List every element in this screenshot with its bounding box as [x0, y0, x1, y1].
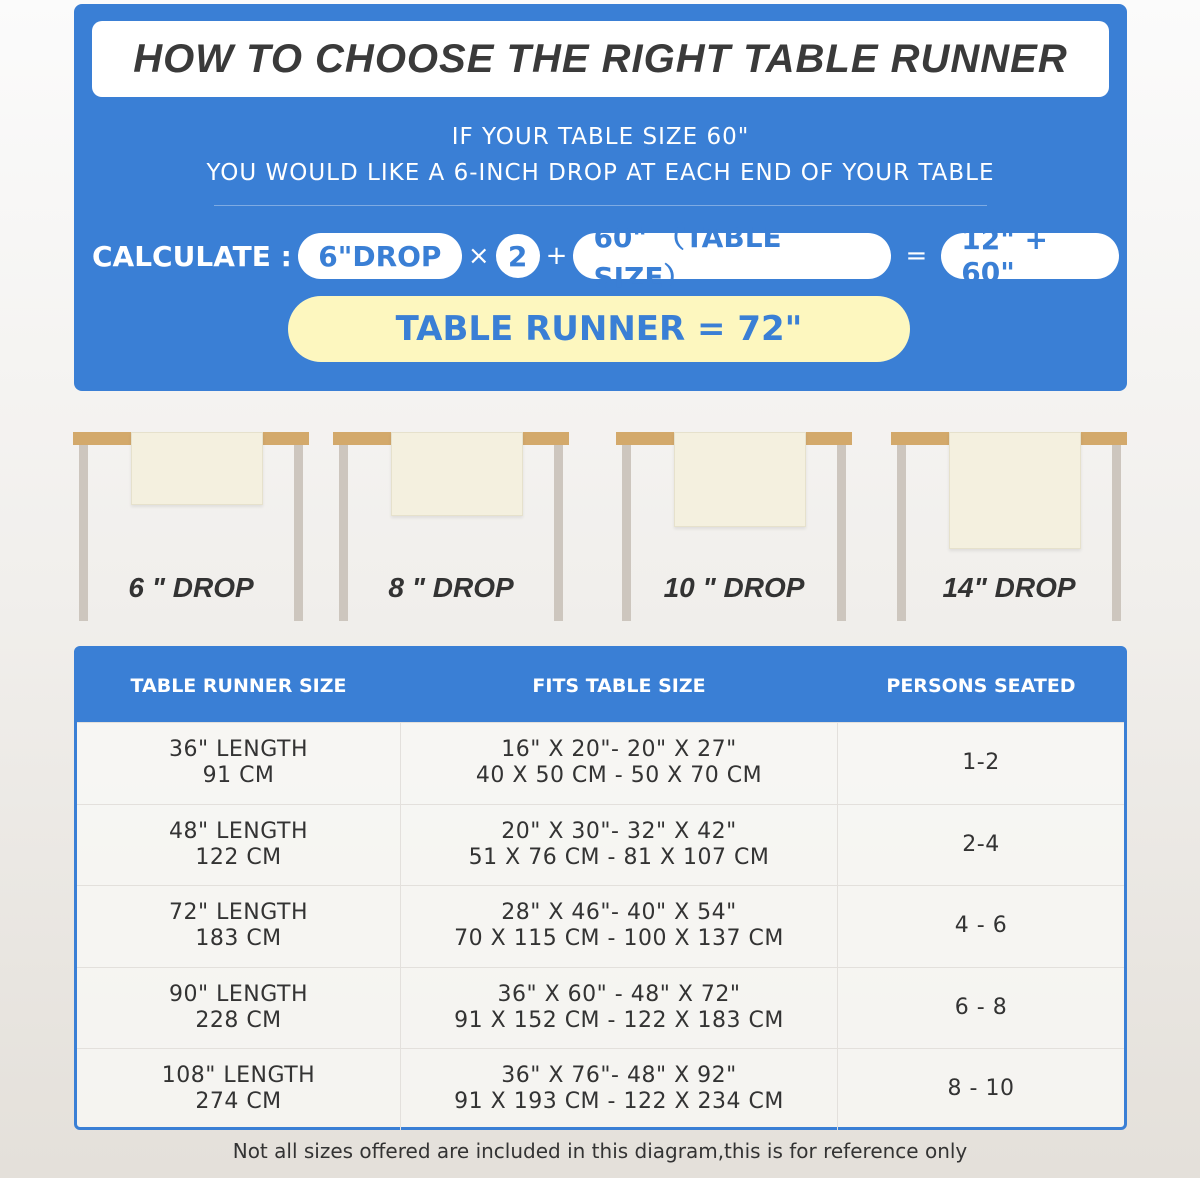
table-row [77, 967, 1124, 1049]
runner-drop [949, 432, 1081, 549]
page-title: HOW TO CHOOSE THE RIGHT TABLE RUNNER [92, 21, 1109, 97]
calc-label: CALCULATE : [92, 239, 292, 273]
equals-sign: = [905, 241, 928, 271]
runner-drop [131, 432, 263, 505]
size-inches: 90" LENGTH [169, 981, 308, 1007]
runner-drop [674, 432, 806, 527]
fits-inches: 28" X 46"- 40" X 54" [501, 900, 737, 926]
header-fits-table: FITS TABLE SIZE [532, 674, 706, 697]
drop-illustration [333, 432, 569, 622]
fits-table-cell [400, 805, 838, 886]
size-inches: 72" LENGTH [169, 900, 308, 926]
size-cm: 122 CM [195, 844, 282, 870]
size-table [74, 646, 1127, 1130]
fits-cm: 40 X 50 CM - 50 X 70 CM [475, 763, 763, 789]
persons-cell: 8 - 10 [947, 1076, 1015, 1102]
drop-label: 10 " DROP [663, 572, 805, 603]
fits-table-cell [400, 1049, 838, 1130]
runner-size-cell [77, 968, 400, 1049]
footnote: Not all sizes offered are included in this diagram,this is for reference only [232, 1139, 968, 1163]
persons-cell: 1-2 [962, 750, 1000, 776]
table-row [77, 722, 1124, 804]
size-cm: 228 CM [195, 1007, 282, 1033]
table-row [77, 1048, 1124, 1130]
header-runner-size: TABLE RUNNER SIZE [130, 674, 347, 697]
table-size-pill: 60" （TABLE SIZE） [573, 233, 891, 279]
size-inches: 108" LENGTH [161, 1063, 316, 1089]
result-pill: TABLE RUNNER = 72" [288, 296, 910, 362]
size-inches: 36" LENGTH [169, 737, 308, 763]
size-cm: 91 CM [202, 763, 275, 789]
calculation-row [92, 221, 1119, 294]
fits-cm: 51 X 76 CM - 81 X 107 CM [468, 844, 770, 870]
drop-illustration [73, 432, 309, 622]
size-cm: 274 CM [195, 1089, 282, 1115]
divider [214, 205, 987, 206]
intro-line-1: IF YOUR TABLE SIZE 60" [451, 124, 750, 150]
fits-cm: 91 X 152 CM - 122 X 183 CM [454, 1007, 784, 1033]
drop-illustration [891, 432, 1127, 622]
persons-cell: 6 - 8 [954, 994, 1008, 1020]
fits-inches: 20" X 30"- 32" X 42" [501, 818, 737, 844]
fits-table-cell [400, 886, 838, 967]
runner-drop [391, 432, 523, 516]
plus-sign: + [545, 241, 568, 271]
drop-label: 8 " DROP [388, 572, 514, 603]
size-inches: 48" LENGTH [169, 818, 308, 844]
persons-cell: 4 - 6 [954, 913, 1008, 939]
fits-inches: 36" X 60" - 48" X 72" [497, 981, 741, 1007]
runner-size-cell [77, 1049, 400, 1130]
times-sign: × [467, 241, 490, 271]
drop-illustration [616, 432, 852, 622]
multiplier-circle: 2 [496, 234, 540, 278]
fits-table-cell [400, 723, 838, 804]
drop-label: 14" DROP [942, 572, 1076, 603]
sum-pill: 12" + 60" [941, 233, 1119, 279]
table-row [77, 804, 1124, 886]
fits-cm: 70 X 115 CM - 100 X 137 CM [454, 926, 784, 952]
fits-inches: 36" X 76"- 48" X 92" [501, 1063, 737, 1089]
table-header [77, 649, 1124, 722]
runner-size-cell [77, 886, 400, 967]
fits-cm: 91 X 193 CM - 122 X 234 CM [454, 1089, 784, 1115]
fits-table-cell [400, 968, 838, 1049]
persons-cell: 2-4 [962, 831, 1000, 857]
intro-line-2: YOU WOULD LIKE A 6-INCH DROP AT EACH END OF YOUR TABLE [206, 160, 995, 186]
drop-label: 6 " DROP [128, 572, 254, 603]
table-row [77, 885, 1124, 967]
fits-inches: 16" X 20"- 20" X 27" [501, 737, 737, 763]
size-cm: 183 CM [195, 926, 282, 952]
drop-pill: 6"DROP [298, 233, 462, 279]
calculation-panel [74, 4, 1127, 391]
runner-size-cell [77, 723, 400, 804]
header-persons: PERSONS SEATED [886, 674, 1076, 697]
runner-size-cell [77, 805, 400, 886]
